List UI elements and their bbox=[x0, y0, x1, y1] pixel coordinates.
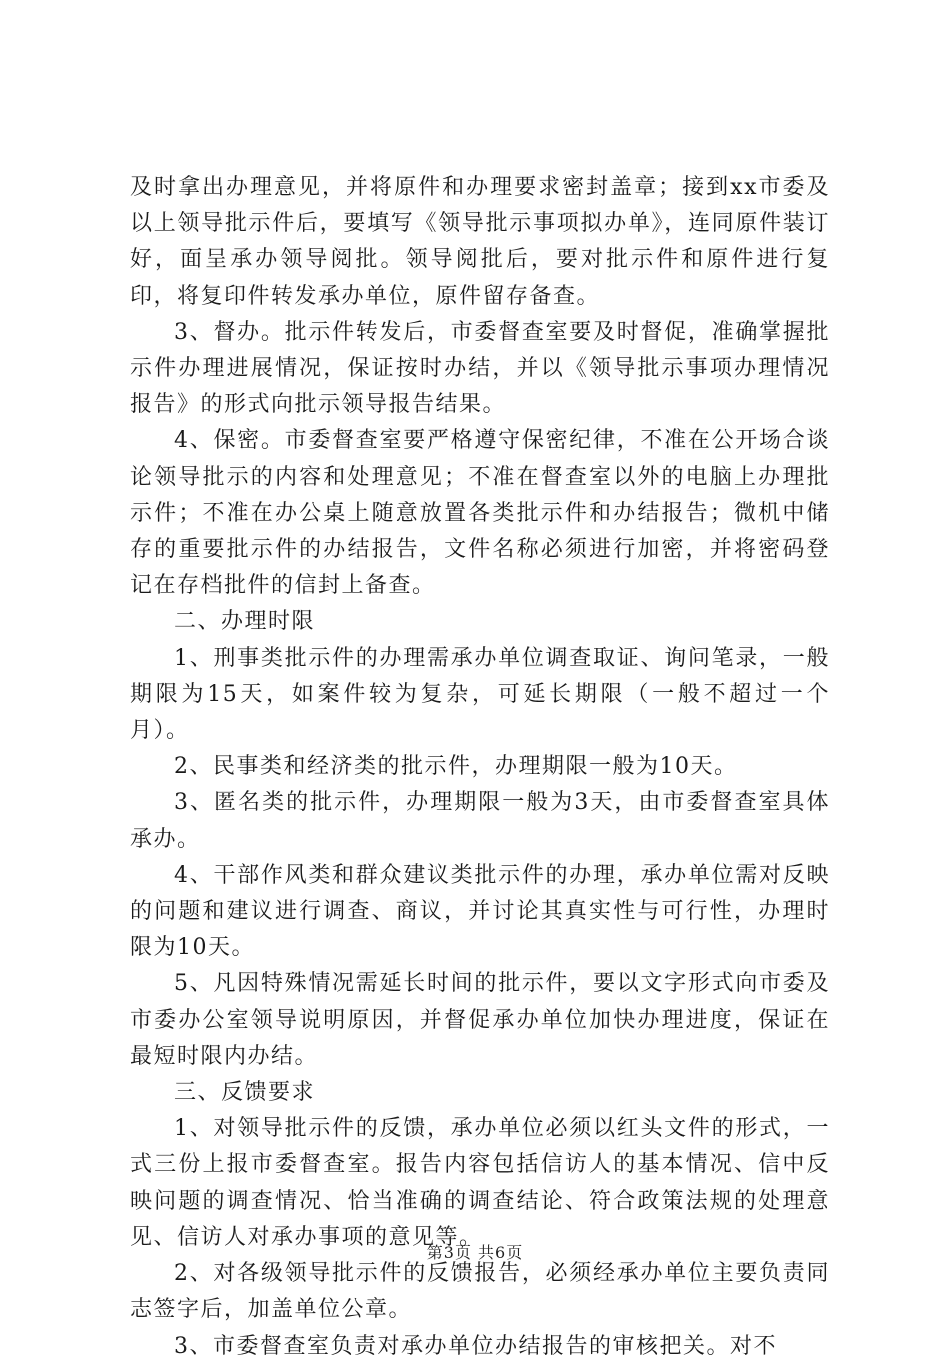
section-heading-feedback: 三、反馈要求 bbox=[174, 1080, 316, 1106]
paragraph-feedback-3: 3、市委督查室负责对承办单位办结报告的审核把关。对不 bbox=[174, 1333, 777, 1359]
paragraph-time-limit-4: 4、干部作风类和群众建议类批示件的办理，承办单位需对反映的问题和建议进行调查、商议，并讨论其真实性与可行性，办理时限为10天。 bbox=[130, 862, 830, 961]
paragraph-continuation: 及时拿出办理意见，并将原件和办理要求密封盖章；接到xx市委及以上领导批示件后，要填写《领导批示事项拟办单》，连同原件装订好，面呈承办领导阅批。领导阅批后，要对批示件和原件进行复印，将复印件转发承办单位，原件留存备查。 bbox=[130, 175, 830, 309]
paragraph-feedback-1: 1、对领导批示件的反馈，承办单位必须以红头文件的形式，一式三份上报市委督查室。报告内容包括信访人的基本情况、信中反映问题的调查情况、恰当准确的调查结论、符合政策法规的处理意见、信访人对承办事项的意见等。 bbox=[130, 1116, 830, 1250]
page-footer bbox=[0, 1243, 950, 1263]
paragraph-time-limit-5: 5、凡因特殊情况需延长时间的批示件，要以文字形式向市委及市委办公室领导说明原因，并督促承办单位加快办理进度，保证在最短时限内办结。 bbox=[130, 971, 830, 1069]
page-number-label: 第3页 共6页 bbox=[426, 1243, 524, 1262]
paragraph-time-limit-2: 2、民事类和经济类的批示件，办理期限一般为10天。 bbox=[174, 754, 738, 780]
paragraph-item-4-confidential: 4、保密。市委督查室要严格遵守保密纪律，不准在公开场合谈论领导批示的内容和处理意见；不准在督查室以外的电脑上办理批示件；不准在办公桌上随意放置各类批示件和办结报告；微机中储存的重要批示件的办结报告，文件名称必须进行加密，并将密码登记在存档批件的信封上备查。 bbox=[130, 428, 830, 599]
document-body bbox=[130, 170, 830, 1365]
paragraph-time-limit-3: 3、匿名类的批示件，办理期限一般为3天，由市委督查室具体承办。 bbox=[130, 790, 830, 852]
section-heading-time-limit: 二、办理时限 bbox=[174, 609, 316, 635]
paragraph-feedback-2: 2、对各级领导批示件的反馈报告，必须经承办单位主要负责同志签字后，加盖单位公章。 bbox=[130, 1261, 830, 1323]
paragraph-item-3-supervise: 3、督办。批示件转发后，市委督查室要及时督促，准确掌握批示件办理进展情况，保证按时办结，并以《领导批示事项办理情况报告》的形式向批示领导报告结果。 bbox=[130, 319, 830, 418]
paragraph-time-limit-1: 1、刑事类批示件的办理需承办单位调查取证、询问笔录，一般期限为15天，如案件较为复杂，可延长期限（一般不超过一个月）。 bbox=[130, 645, 830, 744]
